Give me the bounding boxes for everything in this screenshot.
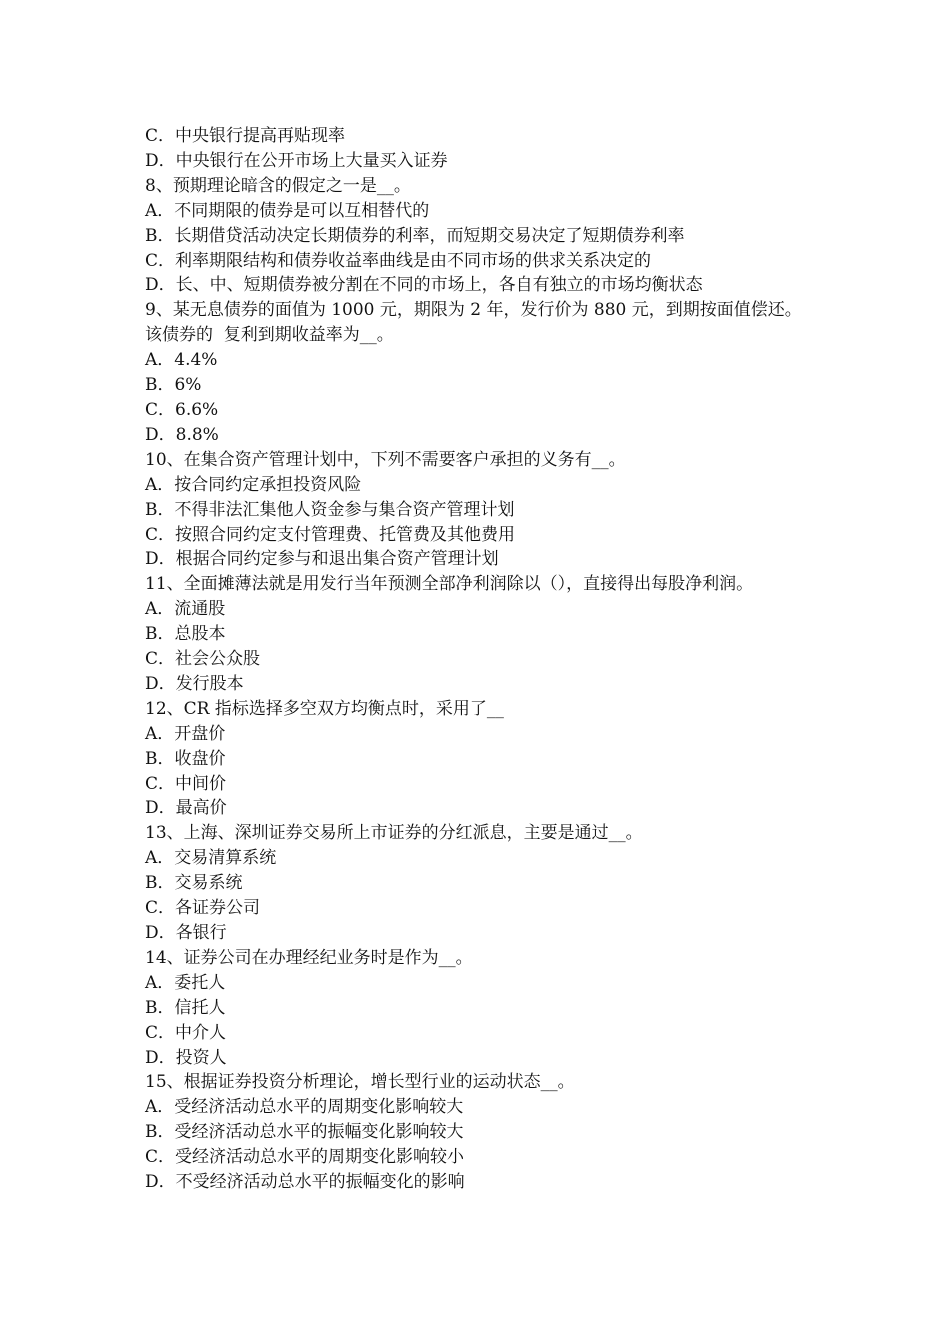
question-line: 15、根据证券投资分析理论，增长型行业的运动状态__。 bbox=[145, 1072, 575, 1093]
option-line: D．投资人 bbox=[145, 1047, 227, 1068]
option-line: B．长期借贷活动决定长期债券的利率，而短期交易决定了短期债券利率 bbox=[145, 225, 685, 246]
option-line: D．各银行 bbox=[145, 923, 227, 943]
question-line: 8、预期理论暗含的假定之一是__。 bbox=[145, 175, 411, 196]
question-line: 9、某无息债券的面值为 1000 元，期限为 2 年，发行价为 880 元，到期按面值偿还。该债券的 复利到期收益率为__。 bbox=[145, 300, 802, 346]
option-line: D．发行股本 bbox=[145, 673, 244, 694]
option-line: B．收盘价 bbox=[145, 748, 226, 769]
option-line: D．长、中、短期债券被分割在不同的市场上，各自有独立的市场均衡状态 bbox=[145, 275, 703, 296]
option-line: B．6% bbox=[145, 375, 202, 396]
option-line: A．按合同约定承担投资风险 bbox=[145, 474, 362, 495]
option-line: B．受经济活动总水平的振幅变化影响较大 bbox=[145, 1122, 464, 1143]
option-line: C．中介人 bbox=[145, 1022, 227, 1043]
option-line: D．中央银行在公开市场上大量买入证券 bbox=[145, 150, 448, 171]
option-line: A．受经济活动总水平的周期变化影响较大 bbox=[145, 1097, 464, 1118]
option-line: C．中间价 bbox=[145, 773, 227, 794]
document-body bbox=[145, 124, 810, 1195]
option-line: B．不得非法汇集他人资金参与集合资产管理计划 bbox=[145, 499, 515, 520]
option-line: A．4.4% bbox=[145, 350, 218, 371]
option-line: D．不受经济活动总水平的振幅变化的影响 bbox=[145, 1172, 465, 1193]
option-line: C．利率期限结构和债券收益率曲线是由不同市场的供求关系决定的 bbox=[145, 250, 652, 271]
question-line: 10、在集合资产管理计划中，下列不需要客户承担的义务有__。 bbox=[145, 449, 626, 470]
option-line: C．中央银行提高再贴现率 bbox=[145, 126, 346, 146]
option-line: B．总股本 bbox=[145, 624, 226, 645]
option-line: C．受经济活动总水平的周期变化影响较小 bbox=[145, 1147, 465, 1168]
option-line: B．交易系统 bbox=[145, 873, 243, 894]
option-line: C．6.6% bbox=[145, 399, 219, 420]
option-line: A．不同期限的债券是可以互相替代的 bbox=[145, 200, 430, 221]
option-line: A．开盘价 bbox=[145, 723, 226, 744]
option-line: A．流通股 bbox=[145, 599, 226, 620]
option-line: C．按照合同约定支付管理费、托管费及其他费用 bbox=[145, 524, 516, 545]
question-line: 14、证券公司在办理经纪业务时是作为__。 bbox=[145, 947, 473, 968]
option-line: A．委托人 bbox=[145, 972, 226, 993]
question-line: 12、CR 指标选择多空双方均衡点时，采用了__ bbox=[145, 698, 504, 719]
question-line: 13、上海、深圳证券交易所上市证券的分红派息，主要是通过__。 bbox=[145, 823, 643, 844]
option-line: D．最高价 bbox=[145, 798, 227, 819]
option-line: D．8.8% bbox=[145, 424, 219, 445]
option-line: C．社会公众股 bbox=[145, 649, 261, 670]
option-line: A．交易清算系统 bbox=[145, 848, 277, 869]
option-line: B．信托人 bbox=[145, 997, 226, 1018]
option-line: C．各证券公司 bbox=[145, 898, 261, 919]
option-line: D．根据合同约定参与和退出集合资产管理计划 bbox=[145, 549, 499, 570]
question-line: 11、全面摊薄法就是用发行当年预测全部净利润除以（），直接得出每股净利润。 bbox=[145, 574, 754, 595]
